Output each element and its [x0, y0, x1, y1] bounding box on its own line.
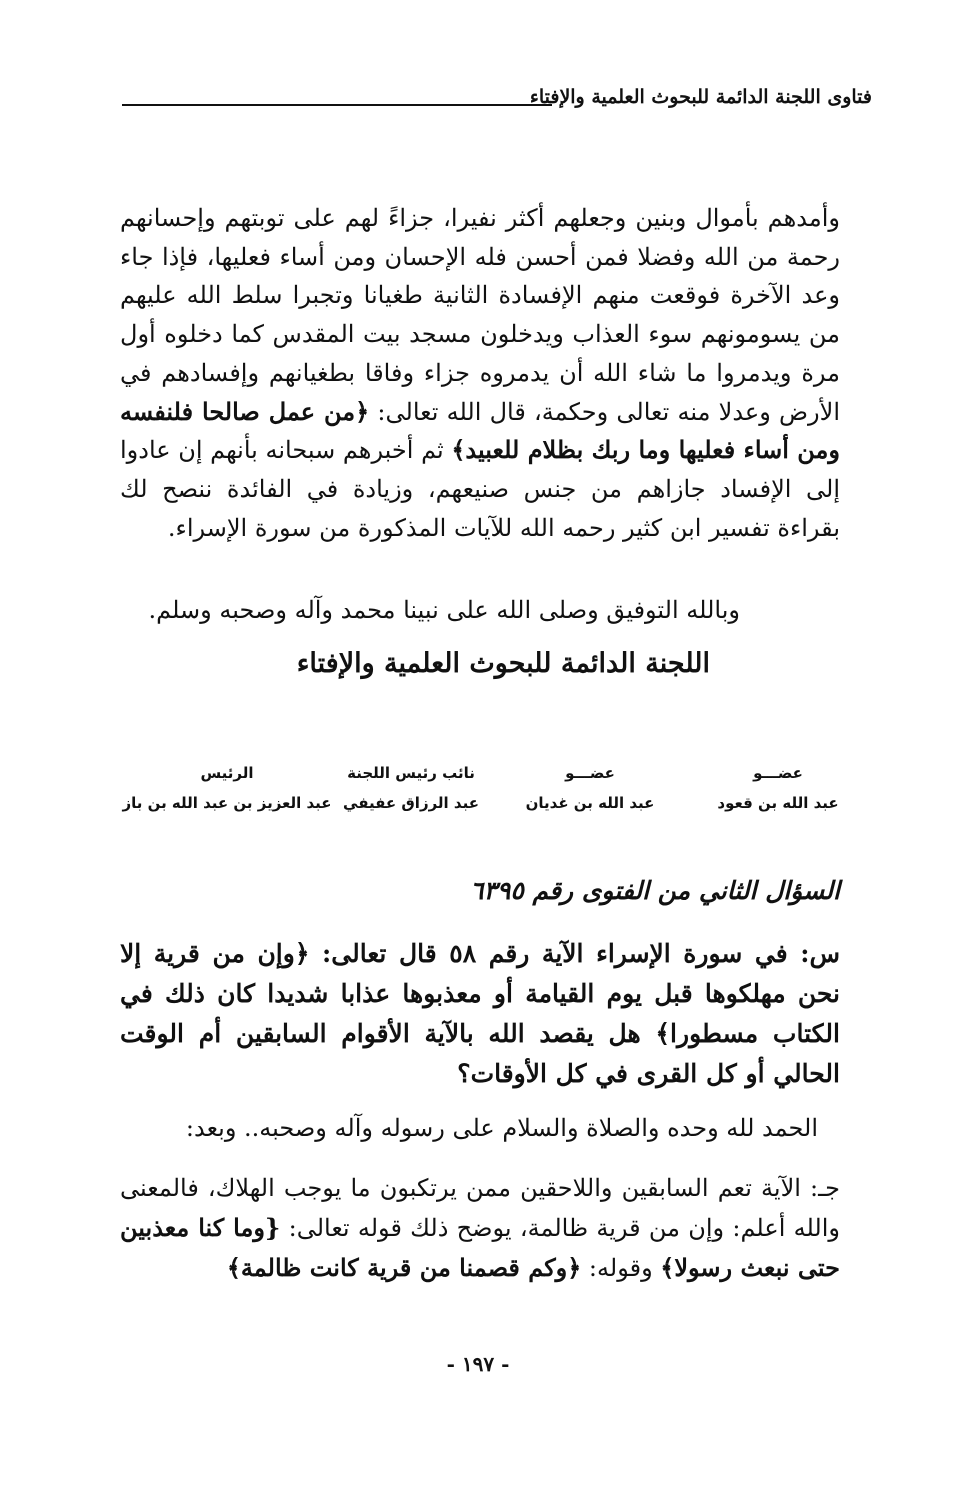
answer-text: جـ: الآية تعم السابقين واللاحقين ممن يرتكبون ما يوجب الهلاك، فالمعنى والله أعلم: وإن من قرية ظالمة، يوضح ذلك قوله تعالى:: [120, 1174, 840, 1242]
question-text: س: في سورة الإسراء الآية رقم ٥٨ قال تعالى:: [309, 939, 840, 968]
quran-quote-1: {وما كنا معذبين حتى نبعث رسولا﴾: [120, 1213, 840, 1282]
header-rule: [122, 104, 552, 106]
answer-paragraph: [120, 1168, 840, 1288]
quran-quote-2: ﴿وكم قصمنا من قرية كانت ظالمة﴾: [226, 1253, 582, 1282]
question-paragraph: [120, 934, 840, 1094]
paragraph-text: وأمدهم بأموال وبنين وجعلهم أكثر نفيرا، جزاءً لهم على توبتهم وإحسانهم رحمة من الله وفضلا فمن أحسن فله الإحسان ومن أساء فعليها، فإذا جاء وعد الآخرة فوقعت منهم الإفسادة الثانية طغيانا وتجبرا سلط الله عليهم من يسومونهم سوء العذاب ويدخلون مسجد بيت المقدس كما دخلوه أول مرة ويدمروا ما شاء الله أن يدمروه جزاء وفاقا بطغيانهم وإفسادهم في الأرض وعدلا منه تعالى وحكمة، قال الله تعالى:: [120, 204, 841, 426]
fatwa-answer-paragraph: [120, 199, 840, 547]
running-header-title: فتاوى اللجنة الدائمة للبحوث العلمية والإفتاء: [529, 86, 872, 108]
page-number: - ١٩٧ -: [446, 1352, 510, 1376]
praise-text: الحمد لله وحده والصلاة والسلام على رسوله وآله وصحبه.. وبعد:: [185, 1114, 818, 1142]
signature-role: عضـــو: [753, 764, 803, 782]
signature-name: عبد الله بن قعود: [717, 794, 839, 812]
signature-member-2: [708, 758, 848, 818]
signature-member-1: [515, 758, 665, 818]
signature-vice-president: [336, 758, 486, 818]
signature-role: عضـــو: [565, 764, 615, 782]
paragraph-text-cont: ثم أخبرهم سبحانه بأنهم إن عادوا إلى الإفساد جازاهم من جنس صنيعهم، وزيادة في الفائدة ننصح لك بقراءة تفسير ابن كثير رحمه الله للآيات المذكورة من سورة الإسراء.: [120, 436, 840, 542]
quran-quote: ﴿وإن من قرية إلا نحن مهلكوها قبل يوم القيامة أو معذبوها عذابا شديدا كان ذلك في الكتاب مسطورا﴾: [120, 939, 840, 1048]
signature-name: عبد الله بن غديان: [525, 794, 655, 812]
signature-president: [122, 758, 332, 818]
signature-role: الرئيس: [200, 764, 254, 782]
committee-title: اللجنة الدائمة للبحوث العلمية والإفتاء: [296, 648, 710, 679]
question-text-cont: هل يقصد الله بالآية الأقوام السابقين أم الوقت الحالي أو كل القرى في كل الأوقات؟: [120, 1019, 840, 1088]
question-heading: السؤال الثاني من الفتوى رقم ٦٣٩٥: [470, 876, 840, 905]
closing-line: [120, 596, 840, 624]
signature-name: عبد العزيز بن عبد الله بن باز: [122, 794, 332, 812]
signature-role: نائب رئيس اللجنة: [347, 764, 475, 782]
signature-name: عبد الرزاق عفيفي: [343, 794, 479, 812]
praise-line: [120, 1114, 840, 1142]
closing-text: وبالله التوفيق وصلى الله على نبينا محمد وآله وصحبه وسلم.: [148, 596, 740, 624]
answer-text-cont: وقوله:: [581, 1254, 661, 1282]
quran-quote: ﴿من عمل صالحا فلنفسه ومن أساء فعليها وما ربك بظلام للعبيد﴾: [120, 396, 840, 465]
